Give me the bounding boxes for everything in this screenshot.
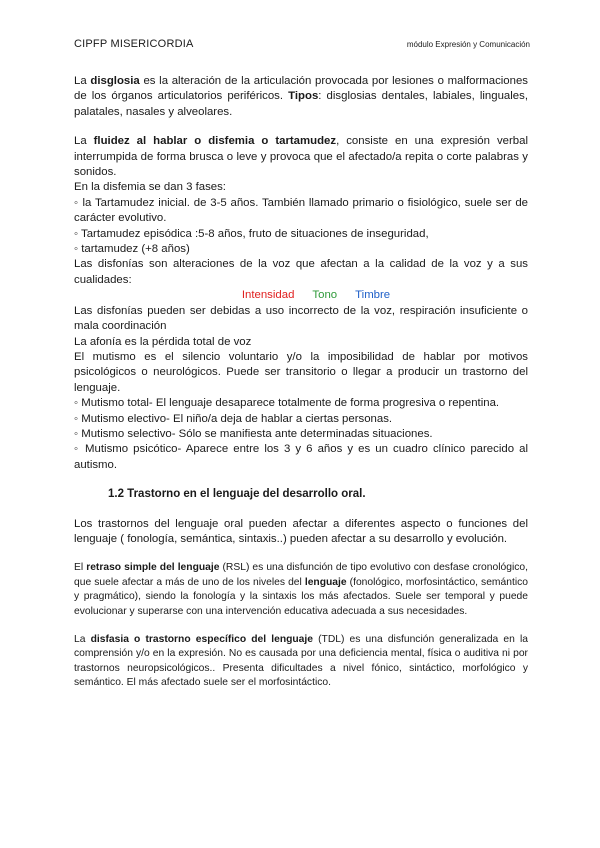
term-disglosia: disglosia — [90, 75, 140, 87]
paragraph-disglosia: La disglosia es la alteración de la articulación provocada por lesiones o malformaciones de los órganos articulatorios periféricos. Tipos: disglosias dentales, labiales, linguales, palatales, nasales y alveolares. — [74, 75, 528, 118]
term-lenguaje: lenguaje — [304, 576, 347, 588]
list-item: ◦ tartamudez (+8 años) — [74, 243, 190, 256]
paragraph-trastornos: Los trastornos del lenguaje oral pueden afectar a diferentes aspecto o funciones del lenguaje ( fonología, semántica, sintaxis..) pueden afectar a su desarrollo y evolución. — [74, 517, 528, 545]
paragraph-tdl: La disfasia o trastorno específico del lenguaje (TDL) es una disfunción generalizada en la comprensión y/o en la expresión. No es causada por una deficiencia mental, física o auditiva ni por trastornos neuropsicológicos.. Presenta dificultades a nivel fónico, sintáctico, morfológico y semántico. El más afectado suele ser el morfosintáctico. — [74, 634, 528, 689]
line: Las disfonías son alteraciones de la voz que afectan a la calidad de la voz y a sus cualidades: — [74, 258, 528, 286]
list-item: ◦ Mutismo electivo- El niño/a deja de hablar a ciertas personas. — [74, 412, 393, 425]
paragraph-mutismo: El mutismo es el silencio voluntario y/o la imposibilidad de hablar por motivos psicológicos o neurológicos. Puede ser transitorio o llegar a producir un trastorno del lenguaje. — [74, 350, 528, 394]
quality-timbre: Timbre — [355, 289, 391, 302]
document-body — [74, 74, 528, 691]
list-item: ◦ Mutismo psicótico- Aparece entre los 3 y 6 años y es un cuadro clínico parecido al autismo. — [74, 443, 528, 471]
list-item: ◦ la Tartamudez inicial. de 3-5 años. También llamado primario o fisiológico, suele ser de carácter evolutivo. — [74, 196, 528, 225]
voice-qualities — [104, 288, 528, 303]
list-item: ◦ Tartamudez episódica :5-8 años, fruto de situaciones de inseguridad, — [74, 227, 429, 240]
list-item: ◦ Mutismo total- El lenguaje desaparece totalmente de forma progresiva o repentina. — [74, 397, 500, 410]
line: En la disfemia se dan 3 fases: — [74, 181, 226, 194]
line: Las disfonías pueden ser debidas a uso incorrecto de la voz, respiración insuficiente o mala coordinación — [74, 304, 528, 333]
quality-tono: Tono — [312, 289, 338, 302]
term-tipos: Tipos — [288, 90, 319, 103]
list-item: ◦ Mutismo selectivo- Sólo se manifiesta ante determinadas situaciones. — [74, 427, 433, 440]
term-disfemia: fluidez al hablar o disfemia o tartamudez — [93, 135, 337, 148]
section-title: 1.2 Trastorno en el lenguaje del desarrollo oral. — [108, 488, 366, 501]
header-institution: CIPFP MISERICORDIA — [74, 38, 194, 50]
term-rsl: retraso simple del lenguaje — [86, 562, 220, 574]
quality-intensidad: Intensidad — [241, 289, 295, 302]
paragraph-rsl: El retraso simple del lenguaje (RSL) es una disfunción de tipo evolutivo con desfase cronológico, que suele afectar a más de uno de los niveles del lenguaje (fonológico, morfosintáctico, semántico y pragmático), siendo la fonología y la sintaxis los más afectados. Suele ser temporal y puede evolucionar y superarse con una intervención educativa adecuada a sus necesidades. — [74, 562, 528, 617]
paragraph-disfemia: La fluidez al hablar o disfemia o tartamudez, consiste en una expresión verbal interrumpida de forma brusca o leve y provoca que el afectado/a repita o corte palabras y sonidos. — [74, 135, 528, 179]
line: La afonía es la pérdida total de voz — [74, 335, 252, 348]
term-tdl: disfasia o trastorno específico del lenguaje — [90, 634, 313, 645]
header-module: módulo Expresión y Comunicación — [406, 40, 530, 49]
